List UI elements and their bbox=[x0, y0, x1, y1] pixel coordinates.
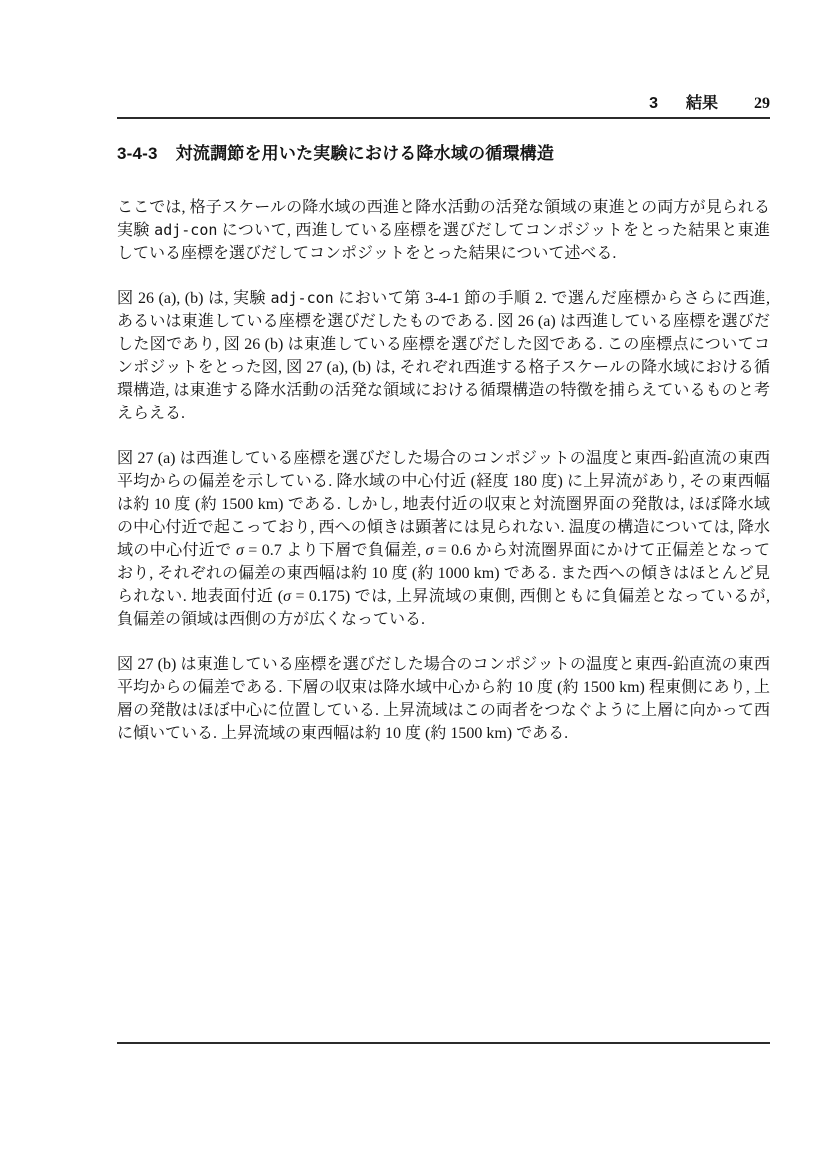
text-run: ここでは, 格子スケールの降水域の西進と降水活動の活発な領域の東進との両方が見られる実験 bbox=[117, 199, 770, 239]
section-heading bbox=[117, 143, 770, 165]
paragraph bbox=[117, 196, 770, 265]
experiment-name: adj-con bbox=[270, 289, 334, 307]
section-heading-number: 3-4-3 bbox=[117, 144, 158, 163]
paragraph bbox=[117, 447, 770, 631]
section-heading-title: 対流調節を用いた実験における降水域の循環構造 bbox=[175, 144, 555, 163]
header-section bbox=[649, 94, 718, 114]
text-run: = 0.6 から対流圏界面にかけて正偏差となっており, それぞれの偏差の東西幅は約 10 度 (約 1000 km) である. また西への傾きはほとんど見られない. 地表面付近 ( bbox=[117, 542, 770, 605]
text-run: 図 27 (a) は西進している座標を選びだした場合のコンポジットの温度と東西-鉛直流の東西平均からの偏差を示している. 降水域の中心付近 (経度 180 度) に上昇流があり, その東西幅は約 10 度 (約 1500 km) である. しかし, 地表付近の収束と対流圏界面の発散は, ほぼ降水域の中心付近で起こっており, 西への傾きは顕著には見られない. 温度の構造については, 降水域の中心付近で bbox=[117, 450, 770, 559]
text-run: = 0.7 より下層で負偏差, bbox=[243, 542, 426, 559]
text-run: = 0.175) では, 上昇流域の東側, 西側ともに負偏差となっているが, 負偏差の領域は西側の方が広くなっている. bbox=[117, 588, 770, 628]
page-header bbox=[117, 94, 770, 114]
header-section-number: 3 bbox=[649, 95, 658, 112]
text-run: において第 3-4-1 節の手順 2. で選んだ座標からさらに西進, あるいは東進している座標を選びだしたものである. 図 26 (a) は西進している座標を選びだした図であり, 図 26 (b) は東進している座標を選びだした図である. この座標点についてコンポジットをとった図, 図 27 (a), (b) は, それぞれ西進する格子スケールの降水域における循環構造, は東進する降水活動の活発な領域における循環構造の特徴を捕らえているものと考えらえる. bbox=[117, 290, 770, 422]
footer-rule bbox=[117, 1042, 770, 1044]
header-section-title: 結果 bbox=[685, 95, 718, 112]
text-run: 図 26 (a), (b) は, 実験 bbox=[117, 290, 271, 307]
text-run: について, 西進している座標を選びだしてコンポジットをとった結果と東進している座標を選びだしてコンポジットをとった結果について述べる. bbox=[117, 222, 770, 262]
paragraph bbox=[117, 653, 770, 745]
text-run: 図 27 (b) は東進している座標を選びだした場合のコンポジットの温度と東西-鉛直流の東西平均からの偏差である. 下層の収束は降水域中心から約 10 度 (約 1500 km) 程東側にあり, 上層の発散はほぼ中心に位置している. 上昇流域はこの両者をつなぐように上層に向かって西に傾いている. 上昇流域の東西幅は約 10 度 (約 1500 km) である. bbox=[117, 656, 770, 742]
math-symbol: σ bbox=[236, 542, 244, 559]
page-number: 29 bbox=[754, 95, 770, 112]
math-symbol: σ bbox=[425, 542, 434, 559]
header-rule bbox=[117, 117, 770, 119]
experiment-name: adj-con bbox=[154, 221, 218, 239]
math-symbol: σ bbox=[283, 588, 292, 605]
paragraph bbox=[117, 287, 770, 425]
paragraphs bbox=[117, 196, 770, 767]
